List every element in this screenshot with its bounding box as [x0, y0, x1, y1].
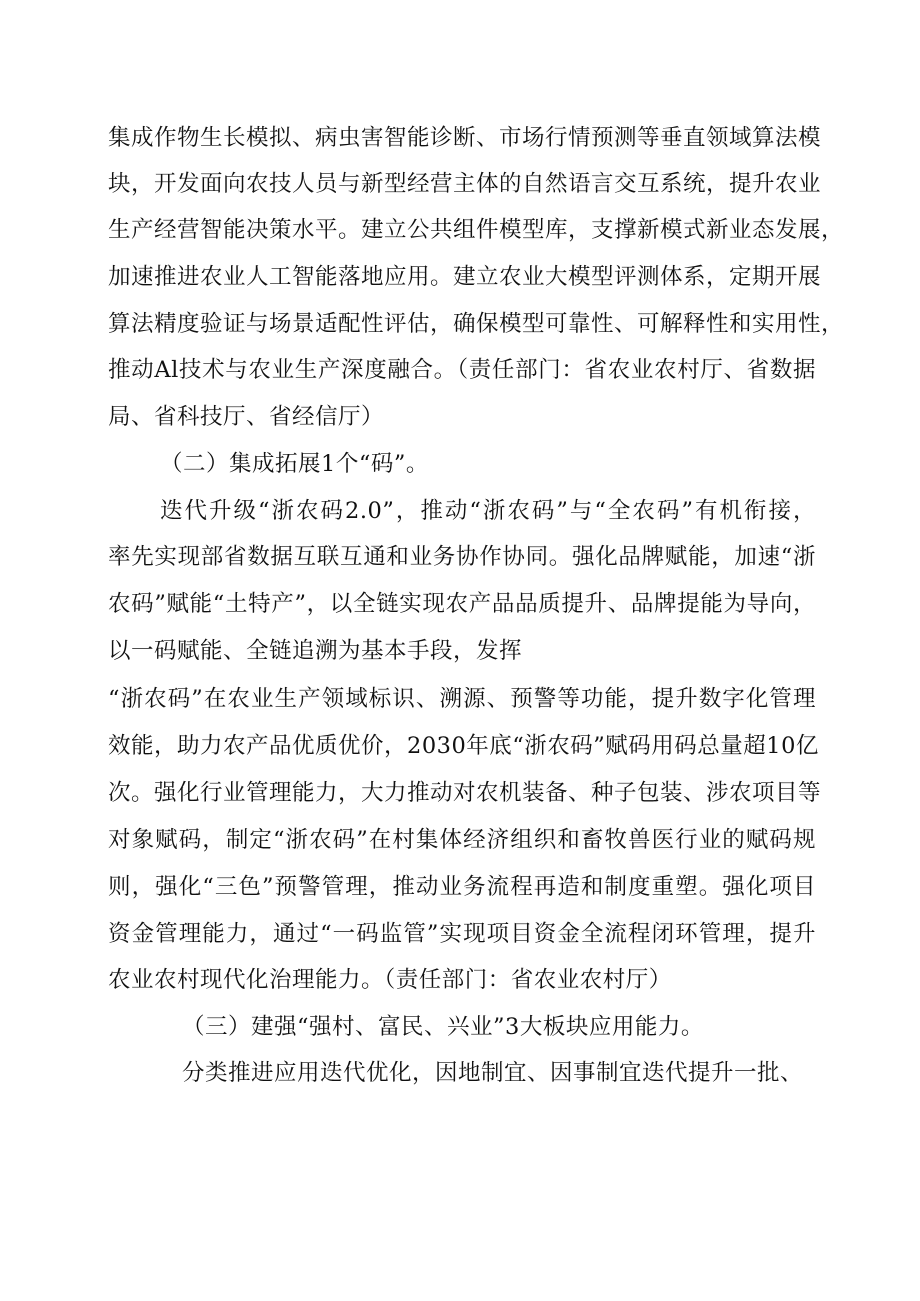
paragraph-line: 迭代升级“浙农码2.0”，推动“浙农码”与“全农码”有机衔接，: [160, 498, 816, 524]
paragraph-line: 分类推进应用迭代优化，因地制宜、因事制宜迭代提升一批、: [182, 1060, 804, 1086]
paragraph-line: 对象赋码，制定“浙农码”在村集体经济组织和畜牧兽医行业的赋码规: [108, 827, 816, 853]
paragraph-line: “浙农码”在农业生产领域标识、溯源、预警等功能，提升数字化管理: [108, 686, 816, 712]
paragraph-line: 率先实现部省数据互联互通和业务协作协同。强化品牌赋能，加速“浙: [108, 544, 816, 570]
paragraph-line: 效能，助力农产品优质优价，2030年底“浙农码”赋码用码总量超10亿: [108, 733, 819, 759]
paragraph-line: 加速推进农业人工智能落地应用。建立农业大模型评测体系，定期开展: [108, 264, 822, 290]
paragraph-line: 资金管理能力，通过“一码监管”实现项目资金全流程闭环管理，提升: [108, 921, 816, 947]
paragraph-line: 农码”赋能“土特产”，以全链实现农产品品质提升、品牌提能为导向，: [108, 591, 816, 617]
paragraph-line: 局、省科技厅、省经信厅）: [108, 404, 385, 430]
paragraph-line: 以一码赋能、全链追溯为基本手段，发挥: [108, 638, 523, 664]
paragraph-line: 算法精度验证与场景适配性评估，确保模型可靠性、可解释性和实用性，: [108, 311, 845, 337]
paragraph-line: 推动Al技术与农业生产深度融合。（责任部门：省农业农村厅、省数据: [108, 357, 816, 383]
paragraph-line: 块，开发面向农技人员与新型经营主体的自然语言交互系统，提升农业: [108, 171, 822, 197]
paragraph-line: 则，强化“三色”预警管理，推动业务流程再造和制度重塑。强化项目: [108, 874, 816, 900]
paragraph-line: 次。强化行业管理能力，大力推动对农机装备、种子包装、涉农项目等: [108, 780, 822, 806]
paragraph-line: 集成作物生长模拟、病虫害智能诊断、市场行情预测等垂直领域算法模: [108, 125, 822, 151]
section-heading-3: （三）建强“强村、富民、兴业”3大板块应用能力。: [182, 1014, 704, 1040]
paragraph-line: 生产经营智能决策水平。建立公共组件模型库，支撑新模式新业态发展，: [108, 217, 845, 243]
paragraph-line: 农业农村现代化治理能力。（责任部门：省农业农村厅）: [108, 967, 672, 993]
section-heading-2: （二）集成拓展1个“码”。: [160, 451, 429, 477]
